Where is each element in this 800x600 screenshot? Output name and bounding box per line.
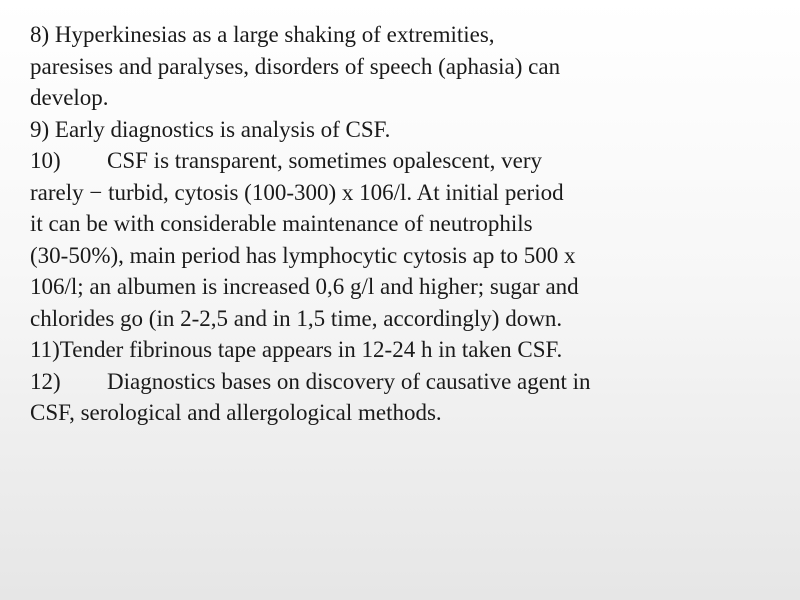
- text-line-1: 8) Hyperkinesias as a large shaking of extremities,: [30, 22, 495, 47]
- text-line-12-content: Diagnostics bases on discovery of causative agent in: [107, 368, 591, 394]
- text-line-9: 106/l; an albumen is increased 0,6 g/l and higher; sugar and: [30, 274, 579, 299]
- text-line-5-content: CSF is transparent, sometimes opalescent, very: [107, 148, 543, 173]
- text-line-12: [30, 366, 790, 398]
- item-number-10: 10): [30, 148, 61, 173]
- text-line-5: [30, 145, 790, 177]
- text-line-4: 9) Early diagnostics is analysis of CSF.: [30, 116, 391, 142]
- item-number-12: 12): [30, 368, 61, 394]
- text-line-2: paresises and paralyses, disorders of speech (aphasia) can: [30, 53, 561, 79]
- text-line-10: chlorides go (in 2-2,5 and in 1,5 time, accordingly) down.: [30, 305, 563, 331]
- text-line-6: rarely − turbid, cytosis (100-300) x 106/l. At initial period: [30, 179, 564, 205]
- slide-text-body: [30, 19, 790, 429]
- text-line-8: (30-50%), main period has lymphocytic cytosis ap to 500 x: [30, 242, 576, 268]
- text-line-13: CSF, serological and allergological methods.: [30, 400, 442, 425]
- text-line-3: develop.: [30, 85, 109, 110]
- text-line-7: it can be with considerable maintenance of neutrophils: [30, 211, 533, 236]
- text-line-11: 11)Tender fibrinous tape appears in 12-24 h in taken CSF.: [30, 337, 563, 362]
